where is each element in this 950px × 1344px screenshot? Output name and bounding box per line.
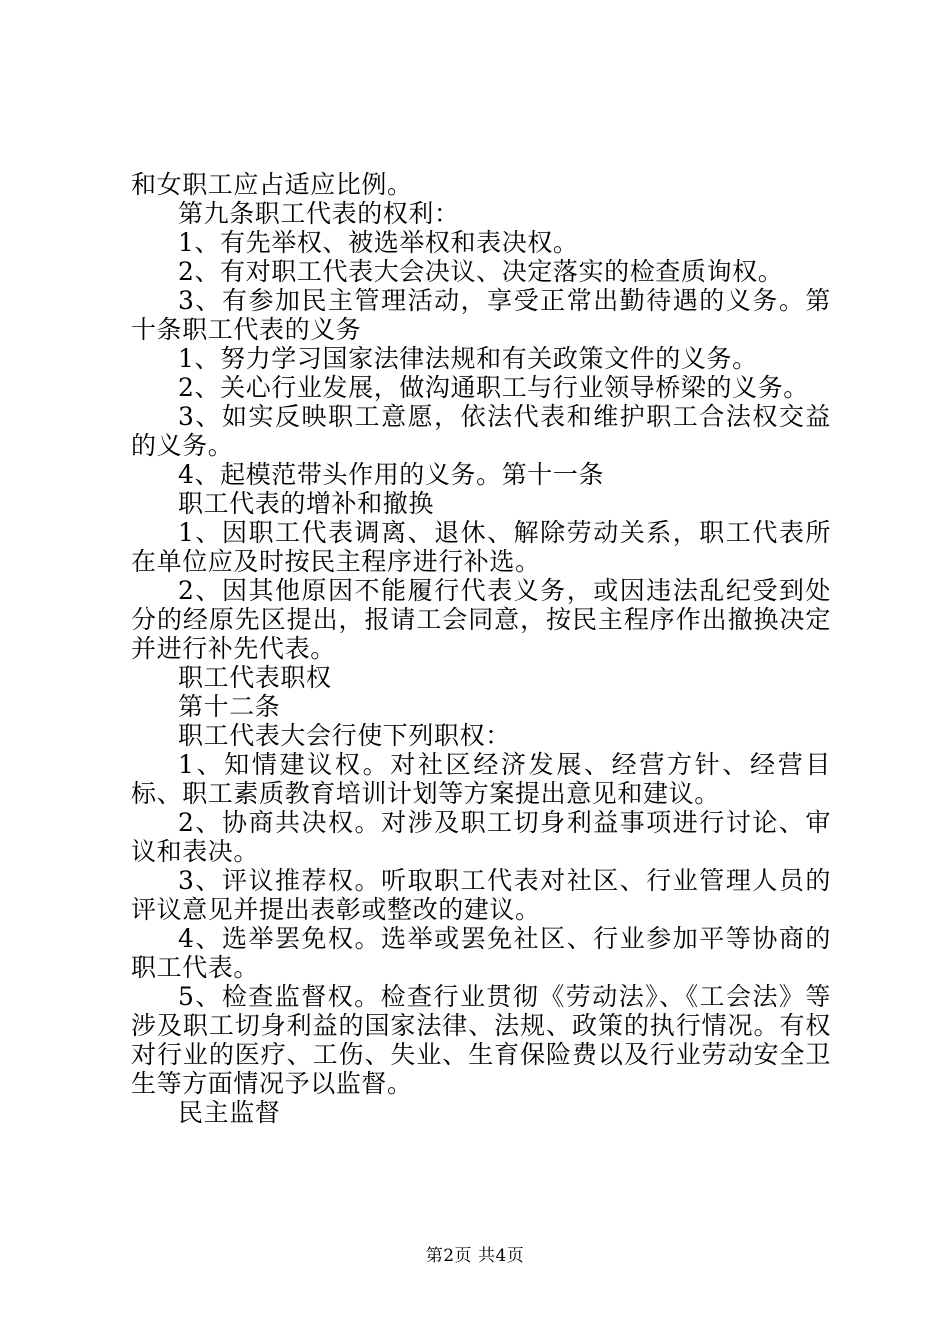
paragraph-21: 民主监督 [178, 1098, 281, 1127]
document-body [131, 170, 831, 1127]
paragraph-5: 3、有参加民主管理活动，享受正常出勤待遇的义务。第十条职工代表的义务 [131, 286, 831, 344]
page-number-label: 第2页 共4页 [425, 1246, 525, 1266]
paragraph-6: 1、努力学习国家法律法规和有关政策文件的义务。 [178, 344, 758, 373]
paragraph-17: 2、协商共决权。对涉及职工切身利益事项进行讨论、审议和表决。 [131, 808, 831, 866]
paragraph-18: 3、评议推荐权。听取职工代表对社区、行业管理人员的评议意见并提出表彰或整改的建议。 [131, 866, 831, 924]
paragraph-8: 3、如实反映职工意愿，依法代表和维护职工合法权交益的义务。 [131, 402, 831, 460]
paragraph-20: 5、检查监督权。检查行业贯彻《劳动法》、《工会法》等涉及职工切身利益的国家法律、法规、政策的执行情况。有权对行业的医疗、工伤、失业、生育保险费以及行业劳动安全卫生等方面情况予以监督。 [131, 982, 831, 1098]
paragraph-13: 职工代表职权 [178, 663, 332, 692]
paragraph-12: 2、因其他原因不能履行代表义务，或因违法乱纪受到处分的经原先区提出，报请工会同意，按民主程序作出撤换决定并进行补先代表。 [131, 576, 831, 663]
paragraph-2: 第九条职工代表的权利： [178, 199, 460, 228]
paragraph-1: 和女职工应占适应比例。 [131, 170, 413, 199]
paragraph-3: 1、有先举权、被选举权和表决权。 [178, 228, 579, 257]
paragraph-19: 4、选举罢免权。选举或罢免社区、行业参加平等协商的职工代表。 [131, 924, 831, 982]
page-footer [0, 1246, 950, 1266]
paragraph-16: 1、知情建议权。对社区经济发展、经营方针、经营目标、职工素质教育培训计划等方案提出意见和建议。 [131, 750, 831, 808]
paragraph-14: 第十二条 [178, 692, 281, 721]
paragraph-15: 职工代表大会行使下列职权： [178, 721, 511, 750]
paragraph-9: 4、起模范带头作用的义务。第十一条 [178, 460, 605, 489]
paragraph-11: 1、因职工代表调离、退休、解除劳动关系，职工代表所在单位应及时按民主程序进行补选。 [131, 518, 831, 576]
paragraph-10: 职工代表的增补和撤换 [178, 489, 435, 518]
paragraph-7: 2、关心行业发展，做沟通职工与行业领导桥梁的义务。 [178, 373, 809, 402]
paragraph-4: 2、有对职工代表大会决议、决定落实的检查质询权。 [178, 257, 784, 286]
